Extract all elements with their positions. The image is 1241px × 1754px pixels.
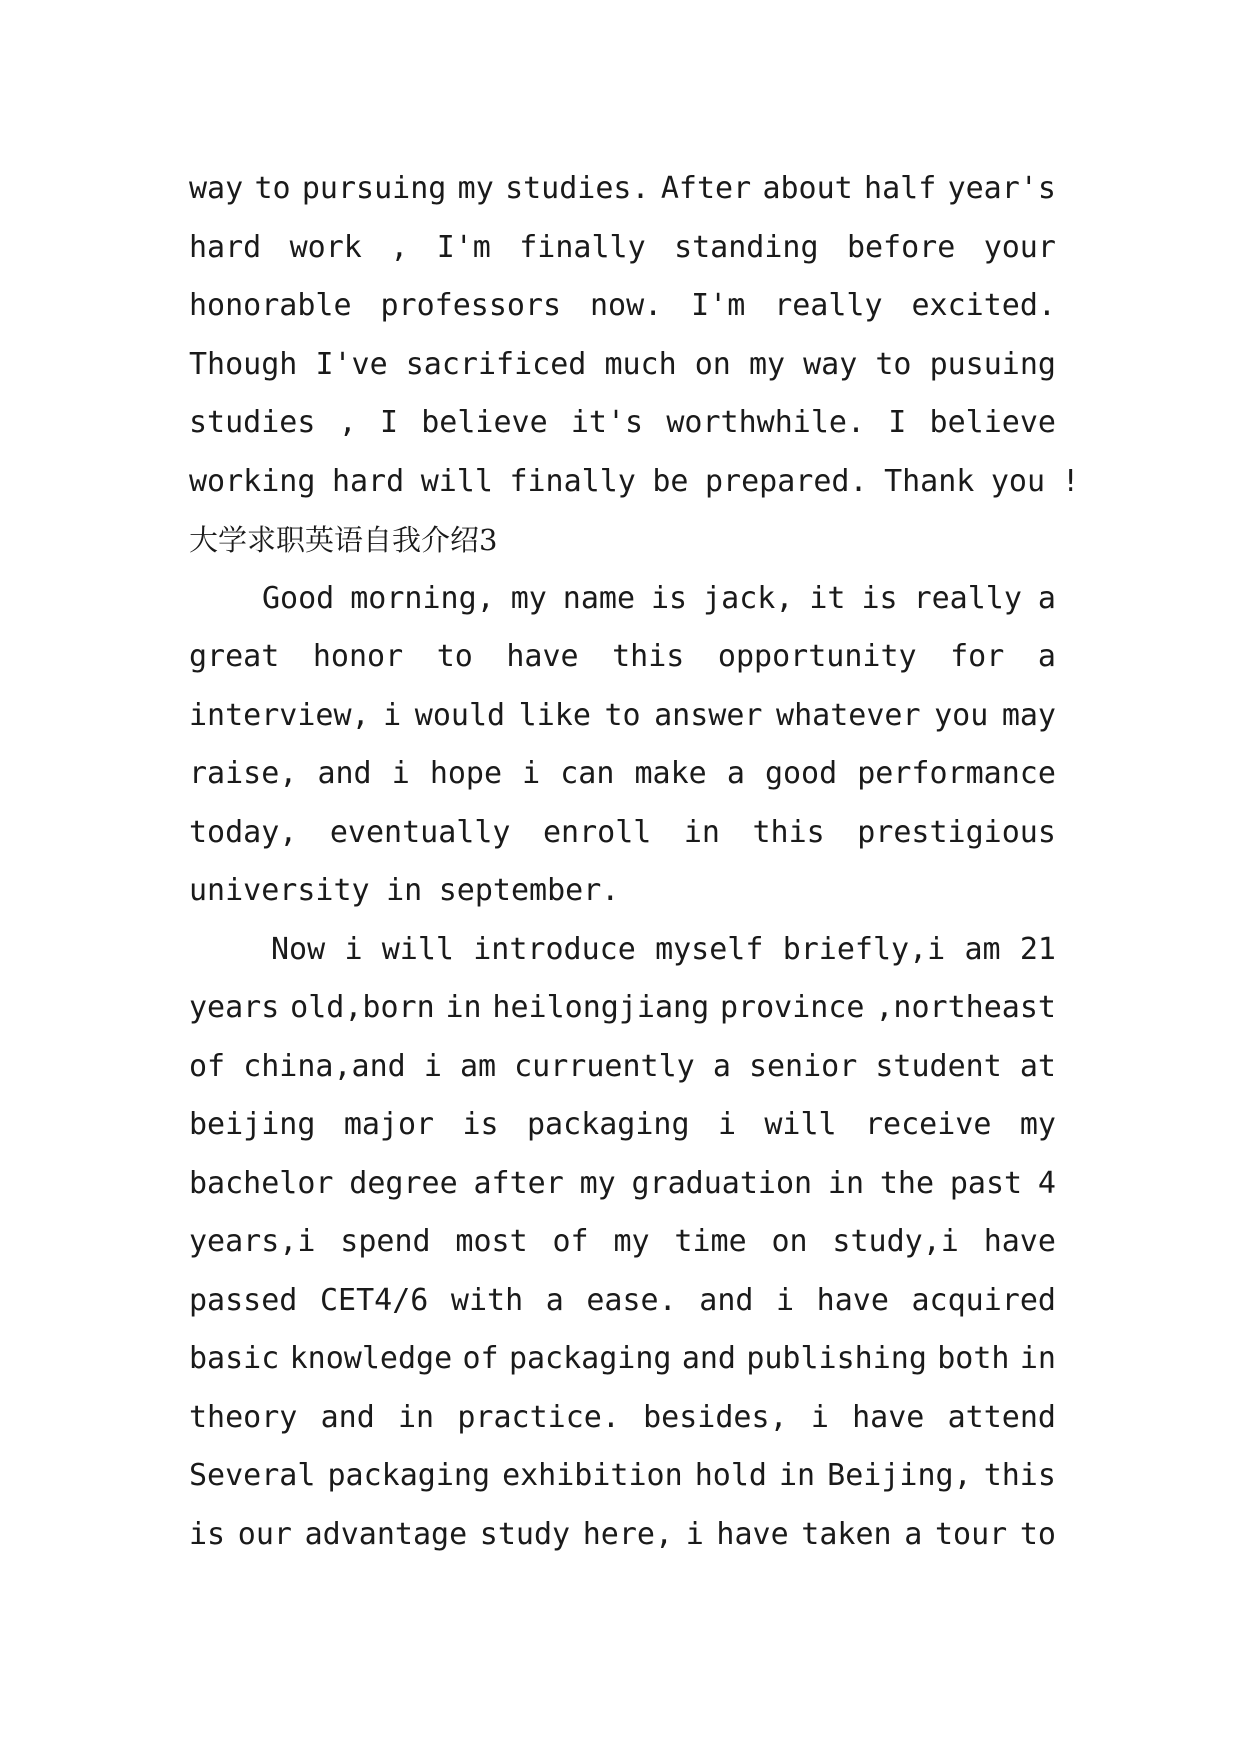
word: finally [519,229,646,265]
word: old,born [290,990,435,1025]
word: worthwhile. [666,405,866,440]
word: am [459,1048,497,1084]
word: to [604,697,641,733]
word: you [934,697,989,733]
text-line [189,1447,1056,1506]
word: now. [589,288,663,323]
word: in [827,1165,865,1201]
word: in [445,990,482,1025]
word: answer [654,697,763,733]
word: honor [312,639,404,674]
text-line [189,453,1080,512]
word: i [685,1516,704,1552]
word: ease. [586,1282,677,1318]
word: basic [189,1341,280,1376]
text-line [189,628,1056,687]
word: CET4/6 [319,1282,429,1318]
word: 4 [1037,1165,1056,1201]
word: i [810,1399,829,1435]
word: introduce [473,931,636,967]
word: years,i [189,1224,316,1259]
word: professors [380,288,562,323]
word: my [510,580,547,616]
word: I [888,405,907,440]
word: in [779,1458,816,1493]
word: great [189,639,280,674]
word: major [343,1107,435,1142]
word: my [748,346,786,382]
word: publishing [746,1341,927,1376]
word: your [983,229,1056,265]
word: will [764,1107,837,1142]
word: and [681,1341,736,1376]
word: university [189,873,370,908]
word: a [726,756,745,791]
word: both [937,1341,1010,1376]
word: on [694,346,731,382]
word: studies [189,405,316,440]
word: pusuing [929,346,1056,382]
word: a [545,1282,564,1318]
word: packaging [508,1341,672,1376]
word: and [317,756,372,791]
word: briefly,i [782,931,946,967]
word: After [660,171,752,206]
word: pursuing [301,171,447,206]
word: would [414,697,506,733]
word: i [522,756,541,791]
word: will [420,463,493,499]
word: packaging [327,1458,491,1493]
word: whatever [776,697,921,733]
word: in [1019,1341,1056,1376]
word: acquired [911,1282,1056,1318]
word: sacrificed [405,346,587,382]
word: to [1019,1516,1056,1552]
word: and [320,1399,375,1435]
text-line [189,1096,1056,1155]
word: tour [934,1516,1008,1552]
text-line [189,394,1056,453]
word: years [189,990,280,1025]
word: ,northeast [875,990,1056,1025]
word: study [479,1516,571,1552]
word: I'm [436,229,491,265]
word: this [752,814,825,850]
word: to [436,639,473,674]
word: make [634,756,707,791]
word: I'm [691,288,746,323]
word: way [189,171,244,206]
text-line [189,745,1056,804]
word: is [462,1107,499,1142]
word: standing [674,229,819,265]
word: like [518,697,591,733]
word: study,i [832,1224,959,1259]
word: hope [429,756,503,791]
word: may [1001,697,1056,733]
word: bachelor [189,1165,334,1201]
word: student [875,1048,1002,1084]
word: a [1037,580,1056,616]
word: senior [748,1048,858,1084]
text-line [189,219,1056,278]
word: knowledge [289,1341,453,1376]
word: september. [438,873,620,908]
text-line [189,1213,1056,1272]
section-heading: 大学求职英语自我介绍3 [189,523,498,557]
word: hard [331,463,405,499]
word: passed [189,1282,298,1318]
word: packaging [527,1107,690,1142]
word: china,and [243,1048,406,1084]
word: Though [189,346,298,382]
word: Several [189,1458,316,1493]
word: it [809,580,846,616]
word: my [1019,1107,1056,1142]
word: much [604,346,677,382]
word: and [699,1282,754,1318]
word: eventually [329,814,511,850]
word: Beijing, [827,1458,972,1493]
word: province [720,990,865,1025]
word: after [473,1165,564,1201]
word: at [1019,1048,1056,1084]
word: my [579,1165,616,1201]
word: studies. [505,171,650,206]
word: advantage [304,1516,468,1552]
word: you [990,463,1046,499]
word: working [189,463,316,499]
text-line [189,336,1056,395]
word: Now [271,931,326,967]
text-line [189,1155,1056,1214]
word: have [506,639,579,674]
word: I [379,405,398,440]
word: a [712,1048,731,1084]
word: graduation [631,1165,813,1201]
word: today, [189,814,298,850]
word: degree [349,1165,458,1201]
word: receive [865,1107,992,1142]
word: raise, [189,756,298,791]
text-line [189,160,1056,219]
word: hold [694,1458,767,1493]
word: jack, [703,580,794,616]
word: i [717,1107,736,1142]
word: i [776,1282,795,1318]
word: a [904,1516,923,1552]
word: am [964,931,1001,967]
word: , [338,405,357,440]
word: spend [340,1224,431,1259]
word: opportunity [717,639,917,674]
word: my [457,171,494,206]
word: finally [509,463,636,499]
word: this [983,1458,1056,1493]
text-line [189,804,1056,863]
word: with [450,1282,524,1318]
word: interview, [189,697,370,733]
text-line [189,277,1056,336]
word: i [423,1048,442,1084]
word: will [381,931,454,967]
word: it's [570,405,644,440]
word: attend [947,1399,1056,1435]
word: here, [582,1516,674,1552]
word: hard [189,229,262,265]
word: believe [929,405,1056,440]
word: our [237,1516,292,1552]
word: myself [655,931,764,967]
text-line [189,1389,1056,1448]
word: about [762,171,853,206]
word: enroll [543,814,652,850]
word: before [846,229,956,265]
word: in [398,1399,435,1435]
word: prepared. [705,463,868,499]
word: to [875,346,912,382]
word: have [983,1224,1056,1259]
word: this [612,639,685,674]
word: is [189,1516,226,1552]
word: i [383,697,402,733]
word: of [552,1224,589,1259]
text-line [189,979,1056,1038]
text-line [189,570,1056,629]
word: curruently [514,1048,695,1084]
word: for [950,639,1005,674]
text-line [189,687,1056,746]
word: beijing [189,1107,316,1142]
word: heilongjiang [492,990,710,1025]
word: is [861,580,898,616]
word: most [455,1224,528,1259]
word: ! [1061,463,1080,499]
word: exhibition [502,1458,683,1493]
word: performance [857,756,1056,791]
word: believe [421,405,548,440]
word: the [879,1165,935,1201]
word: prestigious [857,814,1056,850]
word: work [289,229,362,265]
word: of [189,1048,226,1084]
text-line [189,1330,1056,1389]
word: i [391,756,410,791]
text-line [189,1038,1056,1097]
word: besides, [643,1399,788,1435]
word: is [651,580,688,616]
text-line [189,862,1056,921]
word: be [652,463,689,499]
word: practice. [457,1399,620,1435]
word: have [852,1399,925,1435]
word: can [560,756,615,791]
word: I've [315,346,388,382]
word: good [764,756,838,791]
word: a [1037,639,1056,674]
word: in [683,814,720,850]
word: time [674,1224,747,1259]
text-line [189,921,1056,980]
word: Good [262,580,335,616]
text-line [189,1272,1056,1331]
word: in [386,873,423,908]
word: , [390,229,409,265]
word: really [774,288,883,323]
word: name [562,580,636,616]
word: year's [947,171,1056,206]
word: morning, [350,580,495,616]
word: theory [189,1399,298,1435]
word: to [254,171,291,206]
word: i [344,931,363,967]
word: Thank [884,463,975,499]
word: of [462,1341,499,1376]
word: way [803,346,858,382]
word: past [949,1165,1023,1201]
word: 21 [1019,931,1056,967]
word: honorable [189,288,352,323]
word: excited. [911,288,1056,323]
word: my [613,1224,650,1259]
text-line [189,1506,1056,1565]
word: half [864,171,937,206]
word: have [816,1282,889,1318]
word: on [771,1224,808,1259]
document-body [189,160,1080,1564]
word: really [913,580,1022,616]
word: have [716,1516,789,1552]
word: taken [801,1516,892,1552]
